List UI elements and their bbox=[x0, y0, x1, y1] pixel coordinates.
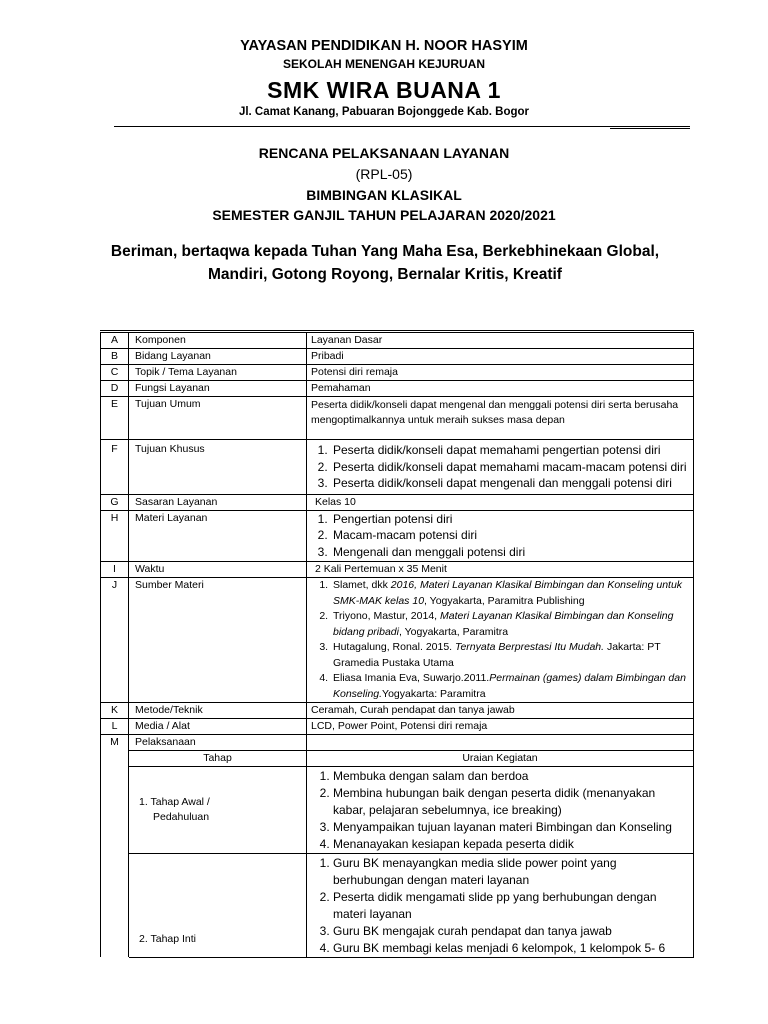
row-label: Pelaksanaan bbox=[129, 735, 307, 751]
table-row bbox=[101, 332, 694, 349]
list-item: 3. Menyampaikan tujuan layanan materi Bimbingan dan Konseling bbox=[333, 819, 689, 836]
row-value: Pribadi bbox=[307, 349, 694, 365]
row-letter: K bbox=[101, 703, 129, 719]
row-label: Materi Layanan bbox=[129, 510, 307, 562]
row-letter: F bbox=[101, 440, 129, 495]
list-item: 2. Membina hubungan baik dengan peserta didik (menanyakan kabar, pelajaran sebelumnya, ice breaking) bbox=[333, 785, 689, 819]
row-letter: E bbox=[101, 397, 129, 440]
list-item: 2. Macam-macam potensi diri bbox=[331, 527, 689, 544]
list-item: 1. Membuka dengan salam dan berdoa bbox=[333, 768, 689, 785]
row-label: Komponen bbox=[129, 332, 307, 349]
list-item: 4. Guru BK membagi kelas menjadi 6 kelompok, 1 kelompok 5- 6 bbox=[333, 940, 689, 957]
list-item: 1. Pengertian potensi diri bbox=[331, 511, 689, 528]
list-item: 2. Peserta didik/konseli dapat memahami macam-macam potensi diri bbox=[331, 459, 689, 476]
reference-item: 4. Eliasa Imania Eva, Suwarjo.2011.Permainan (games) dalam Bimbingan dan Konseling.Yogyakarta: Paramitra bbox=[331, 671, 689, 702]
table-row bbox=[101, 854, 694, 958]
row-letter: J bbox=[101, 578, 129, 703]
row-label: Fungsi Layanan bbox=[129, 381, 307, 397]
row-label: Topik / Tema Layanan bbox=[129, 365, 307, 381]
row-label: Sumber Materi bbox=[129, 578, 307, 703]
row-label: Metode/Teknik bbox=[129, 703, 307, 719]
list-item: 4. Menanayakan kesiapan kepada peserta didik bbox=[333, 836, 689, 853]
table-row bbox=[101, 510, 694, 562]
row-value: Peserta didik/konseli dapat mengenal dan menggali potensi diri serta berusaha mengoptimalkannya untuk meraih sukses masa depan bbox=[307, 397, 694, 440]
table-row bbox=[101, 494, 694, 510]
row-label: Media / Alat bbox=[129, 719, 307, 735]
row-value bbox=[307, 440, 694, 495]
reference-item: 1. Slamet, dkk 2016, Materi Layanan Klasikal Bimbingan dan Konseling untuk SMK-MAK kelas 10, Yogyakarta, Paramitra Publishing bbox=[331, 578, 689, 609]
table-row bbox=[101, 578, 694, 703]
profile-values-line2: Mandiri, Gotong Royong, Bernalar Kritis, Kreatif bbox=[208, 266, 562, 283]
stage-activities bbox=[307, 767, 694, 854]
row-value bbox=[307, 510, 694, 562]
table-row bbox=[101, 719, 694, 735]
table-row bbox=[101, 767, 694, 854]
list-item: 3. Guru BK mengajak curah pendapat dan tanya jawab bbox=[333, 923, 689, 940]
table-row bbox=[101, 703, 694, 719]
table-row bbox=[101, 562, 694, 578]
row-value: LCD, Power Point, Potensi diri remaja bbox=[307, 719, 694, 735]
table-row bbox=[101, 735, 694, 751]
row-value: 2 Kali Pertemuan x 35 Menit bbox=[307, 562, 694, 578]
row-label: Sasaran Layanan bbox=[129, 494, 307, 510]
header-divider bbox=[114, 126, 690, 127]
row-value bbox=[307, 578, 694, 703]
row-letter: H bbox=[101, 510, 129, 562]
activity-column-header: Uraian Kegiatan bbox=[307, 751, 694, 767]
reference-item: 2. Triyono, Mastur, 2014, Materi Layanan Klasikal Bimbingan dan Konseling bidang pribadi, Yogyakarta, Paramitra bbox=[331, 609, 689, 640]
stage-name: 1. Tahap Awal / Pedahuluan bbox=[129, 767, 307, 854]
table-row bbox=[101, 440, 694, 495]
table-row bbox=[101, 349, 694, 365]
row-letter: A bbox=[101, 332, 129, 349]
header-divider-accent bbox=[610, 128, 690, 129]
row-label: Bidang Layanan bbox=[129, 349, 307, 365]
profile-values bbox=[60, 240, 710, 286]
table-row bbox=[101, 365, 694, 381]
row-label: Tujuan Khusus bbox=[129, 440, 307, 495]
row-value: Pemahaman bbox=[307, 381, 694, 397]
rpl-table bbox=[100, 330, 694, 958]
row-letter: M bbox=[101, 735, 129, 958]
list-item: 2. Peserta didik mengamati slide pp yang berhubungan dengan materi layanan bbox=[333, 889, 689, 923]
row-letter: G bbox=[101, 494, 129, 510]
list-item: 1. Peserta didik/konseli dapat memahami pengertian potensi diri bbox=[331, 442, 689, 459]
document-title: RENCANA PELAKSANAAN LAYANAN bbox=[258, 145, 510, 161]
table-row bbox=[101, 381, 694, 397]
row-letter: D bbox=[101, 381, 129, 397]
document-subtitle: BIMBINGAN KLASIKAL bbox=[306, 187, 462, 203]
table-row bbox=[101, 397, 694, 440]
row-letter: L bbox=[101, 719, 129, 735]
school-type: SEKOLAH MENENGAH KEJURUAN bbox=[282, 57, 485, 71]
stage-activities bbox=[307, 854, 694, 958]
foundation-name: YAYASAN PENDIDIKAN H. NOOR HASYIM bbox=[240, 38, 528, 54]
school-name: SMK WIRA BUANA 1 bbox=[267, 77, 501, 103]
row-value: Ceramah, Curah pendapat dan tanya jawab bbox=[307, 703, 694, 719]
list-item: 3. Mengenali dan menggali potensi diri bbox=[331, 544, 689, 561]
row-label: Waktu bbox=[129, 562, 307, 578]
list-item: 1. Guru BK menayangkan media slide power point yang berhubungan dengan materi layanan bbox=[333, 855, 689, 889]
stage-name: 2. Tahap Inti bbox=[129, 854, 307, 958]
row-value bbox=[307, 735, 694, 751]
table-row bbox=[101, 751, 694, 767]
row-letter: B bbox=[101, 349, 129, 365]
list-item: 3. Peserta didik/konseli dapat mengenali dan menggali potensi diri bbox=[331, 475, 689, 492]
row-value: Potensi diri remaja bbox=[307, 365, 694, 381]
row-value: Layanan Dasar bbox=[307, 332, 694, 349]
profile-values-line1: Beriman, bertaqwa kepada Tuhan Yang Maha Esa, Berkebhinekaan Global, bbox=[110, 243, 660, 260]
row-label: Tujuan Umum bbox=[129, 397, 307, 440]
row-value: Kelas 10 bbox=[307, 494, 694, 510]
document-semester: SEMESTER GANJIL TAHUN PELAJARAN 2020/2021 bbox=[212, 207, 556, 223]
reference-item: 3. Hutagalung, Ronal. 2015. Ternyata Berprestasi Itu Mudah. Jakarta: PT Gramedia Pustaka Utama bbox=[331, 640, 689, 671]
row-letter: I bbox=[101, 562, 129, 578]
school-address: Jl. Camat Kanang, Pabuaran Bojonggede Kab. Bogor bbox=[238, 106, 530, 118]
row-letter: C bbox=[101, 365, 129, 381]
document-code: (RPL-05) bbox=[355, 166, 413, 182]
stage-column-header: Tahap bbox=[129, 751, 307, 767]
